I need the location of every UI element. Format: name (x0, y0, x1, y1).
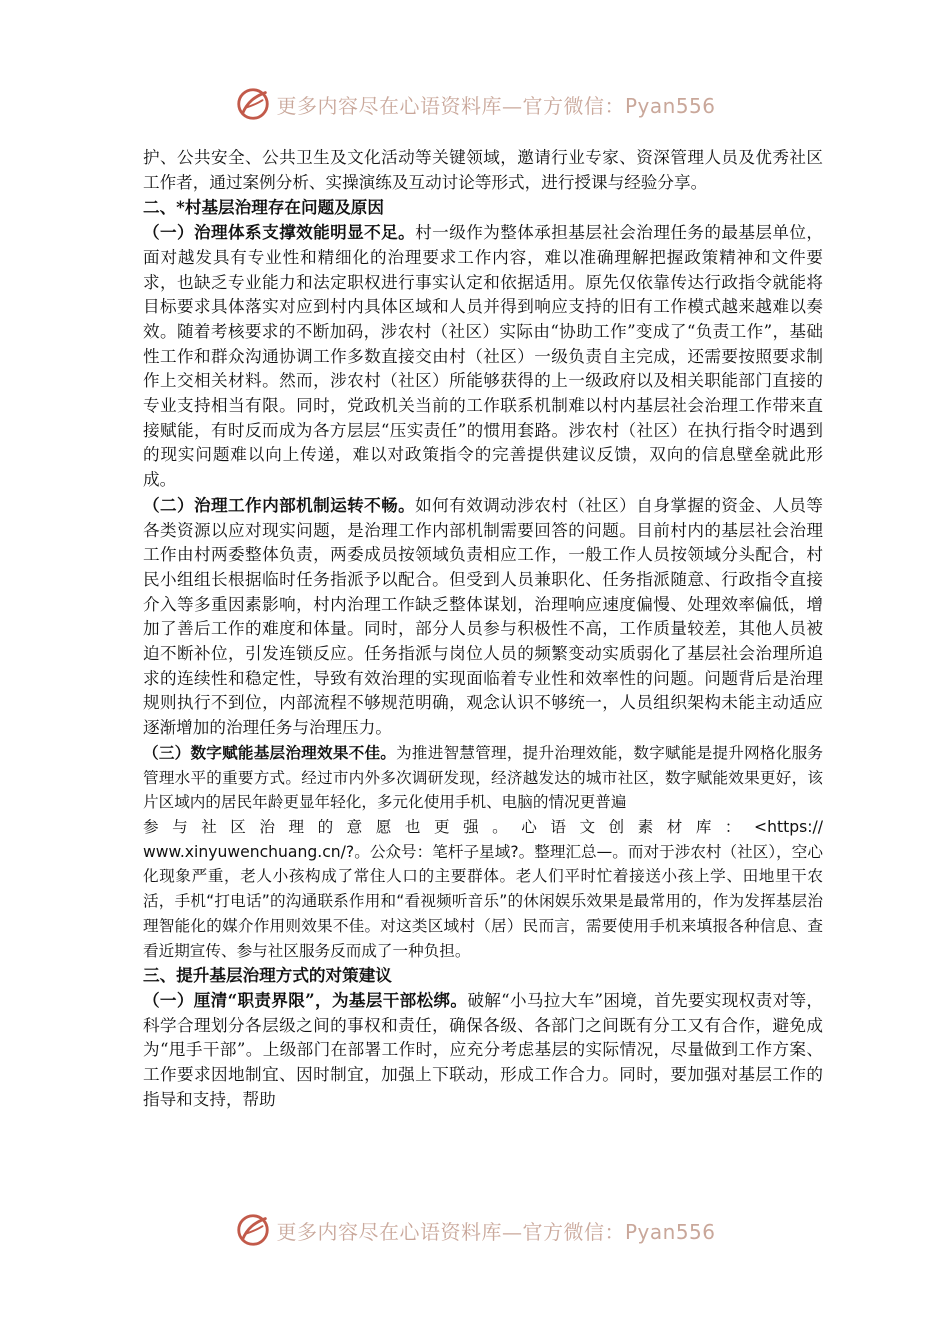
footer-watermark-banner (0, 1210, 950, 1250)
paragraph-governance-system: （一）治理体系支撑效能明显不足。村一级作为整体承担基层社会治理任务的最基层单位，面对越发具有专业性和精细化的治理要求工作内容，难以准确理解把握政策精神和文件要求，也缺乏专业能力和法定职权进行事实认定和依据适用。原先仅依靠传达行政指令就能将目标要求具体落实对应到村内具体区域和人员并得到响应支持的旧有工作模式越来越难以奏效。随着考核要求的不断加码，涉农村（社区）实际由“协助工作”变成了“负责工作”，基础性工作和群众沟通协调工作多数直接交由村（社区）一级负责自主完成，还需要按照要求制作上交相关材料。然而，涉农村（社区）所能够获得的上一级政府以及相关职能部门直接的专业支持相当有限。同时，党政机关当前的工作联系机制难以村内基层社会治理工作带来直接赋能，有时反而成为各方层层“压实责任”的惯用套路。涉农村（社区）在执行指令时遇到的现实问题难以向上传递，难以对政策指令的完善提供建议反馈，双向的信息壁垒就此形成。 (143, 222, 824, 490)
banner-text: 更多内容尽在心语资料库—官方微信：Pyan556 (276, 93, 716, 118)
banner-text: 更多内容尽在心语资料库—官方微信：Pyan556 (276, 1219, 716, 1244)
section-heading-2: 二、*村基层治理存在问题及原因 (143, 197, 384, 218)
wechat-id: Pyan556 (624, 1219, 716, 1244)
paragraph-digital-empowerment: （三）数字赋能基层治理效果不佳。为推进智慧管理，提升治理效能，数字赋能是提升网格化服务管理水平的重要方式。经过市内外多次调研发现，经济越发达的城市社区，数字赋能效果更好，该片区域内的居民年龄更显年轻化，多元化使用手机、电脑的情况更普遍 参与社区治理的意愿也更强。心语文创素材库：<https:// www.xinyuwenchuang.cn/?。公众号：笔杆子星域?。整理汇总—。而对于涉农村（社区），空心化现象严重，老人小孩构成了常住人口的主要群体。老人们平时忙着接送小孩上学、田地里干农活，手机“打电话”的沟通联系作用和“看视频听音乐”的休闲娱乐效果是最常用的，作为发挥基层治理智能化的媒介作用则效果不佳。对这类区域村（居）民而言，需要使用手机来填报各种信息、查看近期宣传、参与社区服务反而成了一种负担。 (143, 741, 823, 963)
document-body (143, 146, 823, 1112)
paragraph-continued: 护、公共安全、公共卫生及文化活动等关键领域，邀请行业专家、资深管理人员及优秀社区工作者，通过案例分析、实操演练及互动讨论等形式，进行授课与经验分享。 (143, 148, 823, 192)
paragraph-responsibility: （一）厘清“职责界限”，为基层干部松绑。破解“小马拉大车”困境，首先要实现权责对等，科学合理划分各层级之间的事权和责任，确保各级、各部门之间既有分工又有合作，避免成为“甩手干部”。上级部门在部署工作时，应充分考虑基层的实际情况，尽量做到工作方案、工作要求因地制宜、因时制宜，加强上下联动，形成工作合力。同时，要加强对基层工作的指导和支持，帮助 (143, 989, 824, 1109)
section-heading-3: 三、提升基层治理方式的对策建议 (143, 965, 392, 986)
paragraph-digital-continued: www.xinyuwenchuang.cn/?。公众号：笔杆子星域?。整理汇总—。而对于涉农村（社区），空心化现象严重，老人小孩构成了常住人口的主要群体。老人们平时忙着接送小孩上学、田地里干农活，手机“打电话”的沟通联系作用和“看视频听音乐”的休闲娱乐效果是最常用的，作为发挥基层治理智能化的媒介作用则效果不佳。对这类区域村（居）民而言，需要使用手机来填报各种信息、查看近期宣传、参与社区服务反而成了一种负担。 (143, 842, 823, 960)
spread-line: 参与社区治理的意愿也更强。心语文创素材库：<https:// (143, 817, 823, 836)
seal-logo-icon (234, 1211, 272, 1249)
seal-logo-icon (234, 85, 272, 123)
paragraph-lead: （二）治理工作内部机制运转不畅。 (143, 494, 416, 515)
paragraph-lead: （三）数字赋能基层治理效果不佳。 (143, 743, 397, 762)
header-watermark-banner (0, 84, 950, 124)
paragraph-lead: （一）治理体系支撑效能明显不足。 (143, 222, 416, 243)
paragraph-lead: （一）厘清“职责界限”，为基层干部松绑。 (143, 989, 468, 1010)
wechat-id: Pyan556 (624, 93, 716, 118)
paragraph-internal-mechanism: （二）治理工作内部机制运转不畅。如何有效调动涉农村（社区）自身掌握的资金、人员等各类资源以应对现实问题，是治理工作内部机制需要回答的问题。目前村内的基层社会治理工作由村两委整体负责，两委成员按领域负责相应工作，一般工作人员按领域分头配合，村民小组组长根据临时任务指派予以配合。但受到人员兼职化、任务指派随意、行政指令直接介入等多重因素影响，村内治理工作缺乏整体谋划，治理响应速度偏慢、处理效率偏低，增加了善后工作的难度和体量。同时，部分人员参与积极性不高，工作质量较差，其他人员被迫不断补位，引发连锁反应。任务指派与岗位人员的频繁变动实质弱化了基层社会治理所追求的连续性和稳定性，导致有效治理的实现面临着专业性和效率性的问题。问题背后是治理规则执行不到位，内部流程不够规范明确，观念认识不够统一，人员组织架构未能主动适应逐渐增加的治理任务与治理压力。 (143, 494, 824, 738)
